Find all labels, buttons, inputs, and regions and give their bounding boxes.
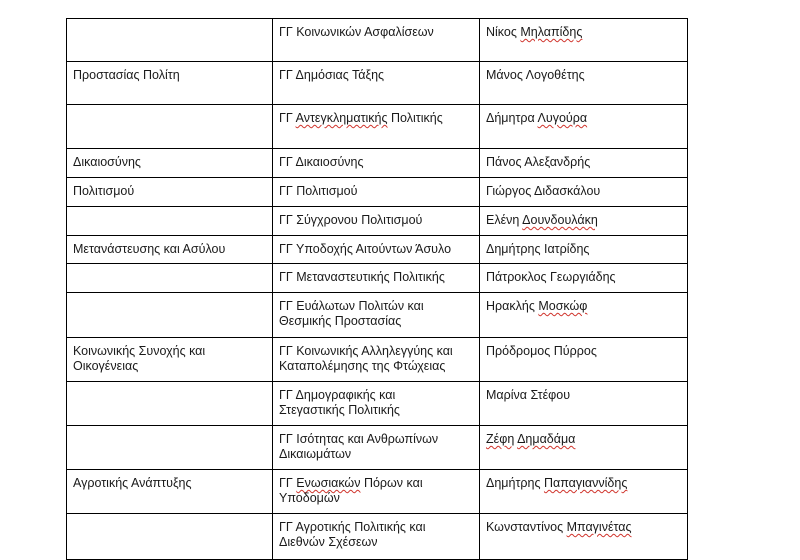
ministry-cell[interactable]: Προστασίας Πολίτη [67, 62, 273, 105]
person-last-name: Μπαγινέτας [566, 520, 632, 534]
person-first-name: Πάτροκλος [486, 270, 547, 284]
ministry-cell[interactable] [67, 105, 273, 149]
person-last-name: Λυγούρα [537, 111, 588, 125]
secretariat-line-1: ΓΓ Ευάλωτων Πολιτών και [279, 299, 424, 313]
person-cell[interactable] [480, 105, 688, 149]
ministry-cell[interactable] [67, 426, 273, 470]
secretariat-prefix: ΓΓ [279, 111, 293, 125]
secretariat-cell[interactable] [273, 470, 480, 514]
secretariat-cell[interactable] [273, 293, 480, 338]
person-last-name: Διδασκάλου [534, 184, 601, 198]
ministry-cell[interactable]: Πολιτισμού [67, 178, 273, 207]
table-row [67, 236, 688, 264]
table-row [67, 149, 688, 178]
person-first-name: Ελένη [486, 213, 520, 227]
person-first-name: Νίκος [486, 25, 517, 39]
ministry-cell[interactable] [67, 382, 273, 426]
secretariat-line-2: Στεγαστικής Πολιτικής [279, 403, 400, 417]
person-first-name: Πρόδρομος [486, 344, 551, 358]
table-row [67, 293, 688, 338]
table-row [67, 19, 688, 62]
ministry-line-2: Οικογένειας [73, 359, 139, 373]
secretariat-cell[interactable]: ΓΓ Υποδοχής Αιτούντων Άσυλο [273, 236, 480, 264]
table-row [67, 470, 688, 514]
person-first-name: Ηρακλής [486, 299, 535, 313]
person-cell[interactable] [480, 207, 688, 236]
ministry-cell[interactable] [67, 207, 273, 236]
table-row [67, 426, 688, 470]
secretariat-cell[interactable] [273, 105, 480, 149]
person-cell[interactable] [480, 514, 688, 560]
secretariat-suffix: Πολιτικής [391, 111, 443, 125]
table-row [67, 338, 688, 382]
ministry-cell[interactable] [67, 293, 273, 338]
secretariat-cell[interactable] [273, 338, 480, 382]
ministry-cell[interactable] [67, 514, 273, 560]
person-first-name: Δημήτρης [486, 476, 541, 490]
secretariat-flagged-word: Ενωσιακών [296, 476, 361, 490]
table-row [67, 105, 688, 149]
secretariat-line-2: Δικαιωμάτων [279, 447, 352, 461]
secretariat-flagged-word: Αντεγκληματικής [295, 111, 388, 125]
secretariat-cell[interactable]: ΓΓ Δικαιοσύνης [273, 149, 480, 178]
person-last-name: Πύρρος [553, 344, 597, 358]
person-cell[interactable] [480, 426, 688, 470]
person-last-name: Λογοθέτης [525, 68, 585, 82]
person-cell[interactable] [480, 62, 688, 105]
secretariat-cell[interactable]: ΓΓ Σύγχρονου Πολιτισμού [273, 207, 480, 236]
ministry-cell[interactable]: Μετανάστευσης και Ασύλου [67, 236, 273, 264]
person-last-name: Δημαδάμα [517, 432, 576, 446]
secretariat-cell[interactable]: ΓΓ Μεταναστευτικής Πολιτικής [273, 264, 480, 293]
person-cell[interactable] [480, 178, 688, 207]
secretariat-line-1: ΓΓ Κοινωνικής Αλληλεγγύης και [279, 344, 453, 358]
person-first-name: Μάνος [486, 68, 523, 82]
secretariat-line-2: Διεθνών Σχέσεων [279, 535, 378, 549]
table-row [67, 382, 688, 426]
person-cell[interactable] [480, 293, 688, 338]
secretariat-line-1: ΓΓ Ισότητας και Ανθρωπίνων [279, 432, 439, 446]
secretariat-line-1: ΓΓ Αγροτικής Πολιτικής και [279, 520, 426, 534]
person-last-name: Δουνδουλάκη [522, 213, 598, 227]
table-row [67, 62, 688, 105]
table-row [67, 178, 688, 207]
ministry-line-1: Κοινωνικής Συνοχής και [73, 344, 206, 358]
secretariat-line-2: Θεσμικής Προστασίας [279, 314, 402, 328]
secretariat-cell[interactable]: ΓΓ Δημόσιας Τάξης [273, 62, 480, 105]
person-last-name: Γεωργιάδης [550, 270, 616, 284]
person-first-name: Δημήτρης [486, 242, 541, 256]
secretariat-cell[interactable] [273, 514, 480, 560]
secretariat-cell[interactable] [273, 426, 480, 470]
secretariat-line-2: Καταπολέμησης της Φτώχειας [279, 359, 446, 373]
ministry-cell[interactable]: Αγροτικής Ανάπτυξης [67, 470, 273, 514]
secretariat-line-2: Υποδομών [279, 491, 340, 505]
person-last-name: Ιατρίδης [543, 242, 590, 256]
person-last-name: Στέφου [530, 388, 571, 402]
person-first-name: Κωνσταντίνος [486, 520, 564, 534]
person-first-name: Ζέφη [486, 432, 515, 446]
person-cell[interactable] [480, 338, 688, 382]
table-row [67, 207, 688, 236]
person-cell[interactable] [480, 149, 688, 178]
person-cell[interactable] [480, 236, 688, 264]
ministry-cell[interactable] [67, 19, 273, 62]
person-cell[interactable] [480, 264, 688, 293]
person-first-name: Δήμητρα [486, 111, 535, 125]
person-cell[interactable] [480, 382, 688, 426]
person-last-name: Μηλαπίδης [520, 25, 583, 39]
appointments-table [66, 18, 688, 560]
secretariat-cell[interactable] [273, 382, 480, 426]
person-first-name: Γιώργος [486, 184, 532, 198]
secretariat-suffix: Πόρων και [363, 476, 423, 490]
ministry-cell[interactable]: Δικαιοσύνης [67, 149, 273, 178]
person-last-name: Παπαγιαννίδης [543, 476, 628, 490]
ministry-cell[interactable] [67, 264, 273, 293]
secretariat-cell[interactable]: ΓΓ Κοινωνικών Ασφαλίσεων [273, 19, 480, 62]
secretariat-cell[interactable]: ΓΓ Πολιτισμού [273, 178, 480, 207]
person-first-name: Πάνος [486, 155, 522, 169]
person-first-name: Μαρίνα [486, 388, 528, 402]
person-last-name: Μοσκώφ [538, 299, 588, 313]
person-cell[interactable] [480, 19, 688, 62]
table-row [67, 264, 688, 293]
secretariat-prefix: ΓΓ [279, 476, 293, 490]
secretariat-line-1: ΓΓ Δημογραφικής και [279, 388, 396, 402]
ministry-cell[interactable] [67, 338, 273, 382]
person-last-name: Αλεξανδρής [524, 155, 591, 169]
person-cell[interactable] [480, 470, 688, 514]
table-row [67, 514, 688, 560]
